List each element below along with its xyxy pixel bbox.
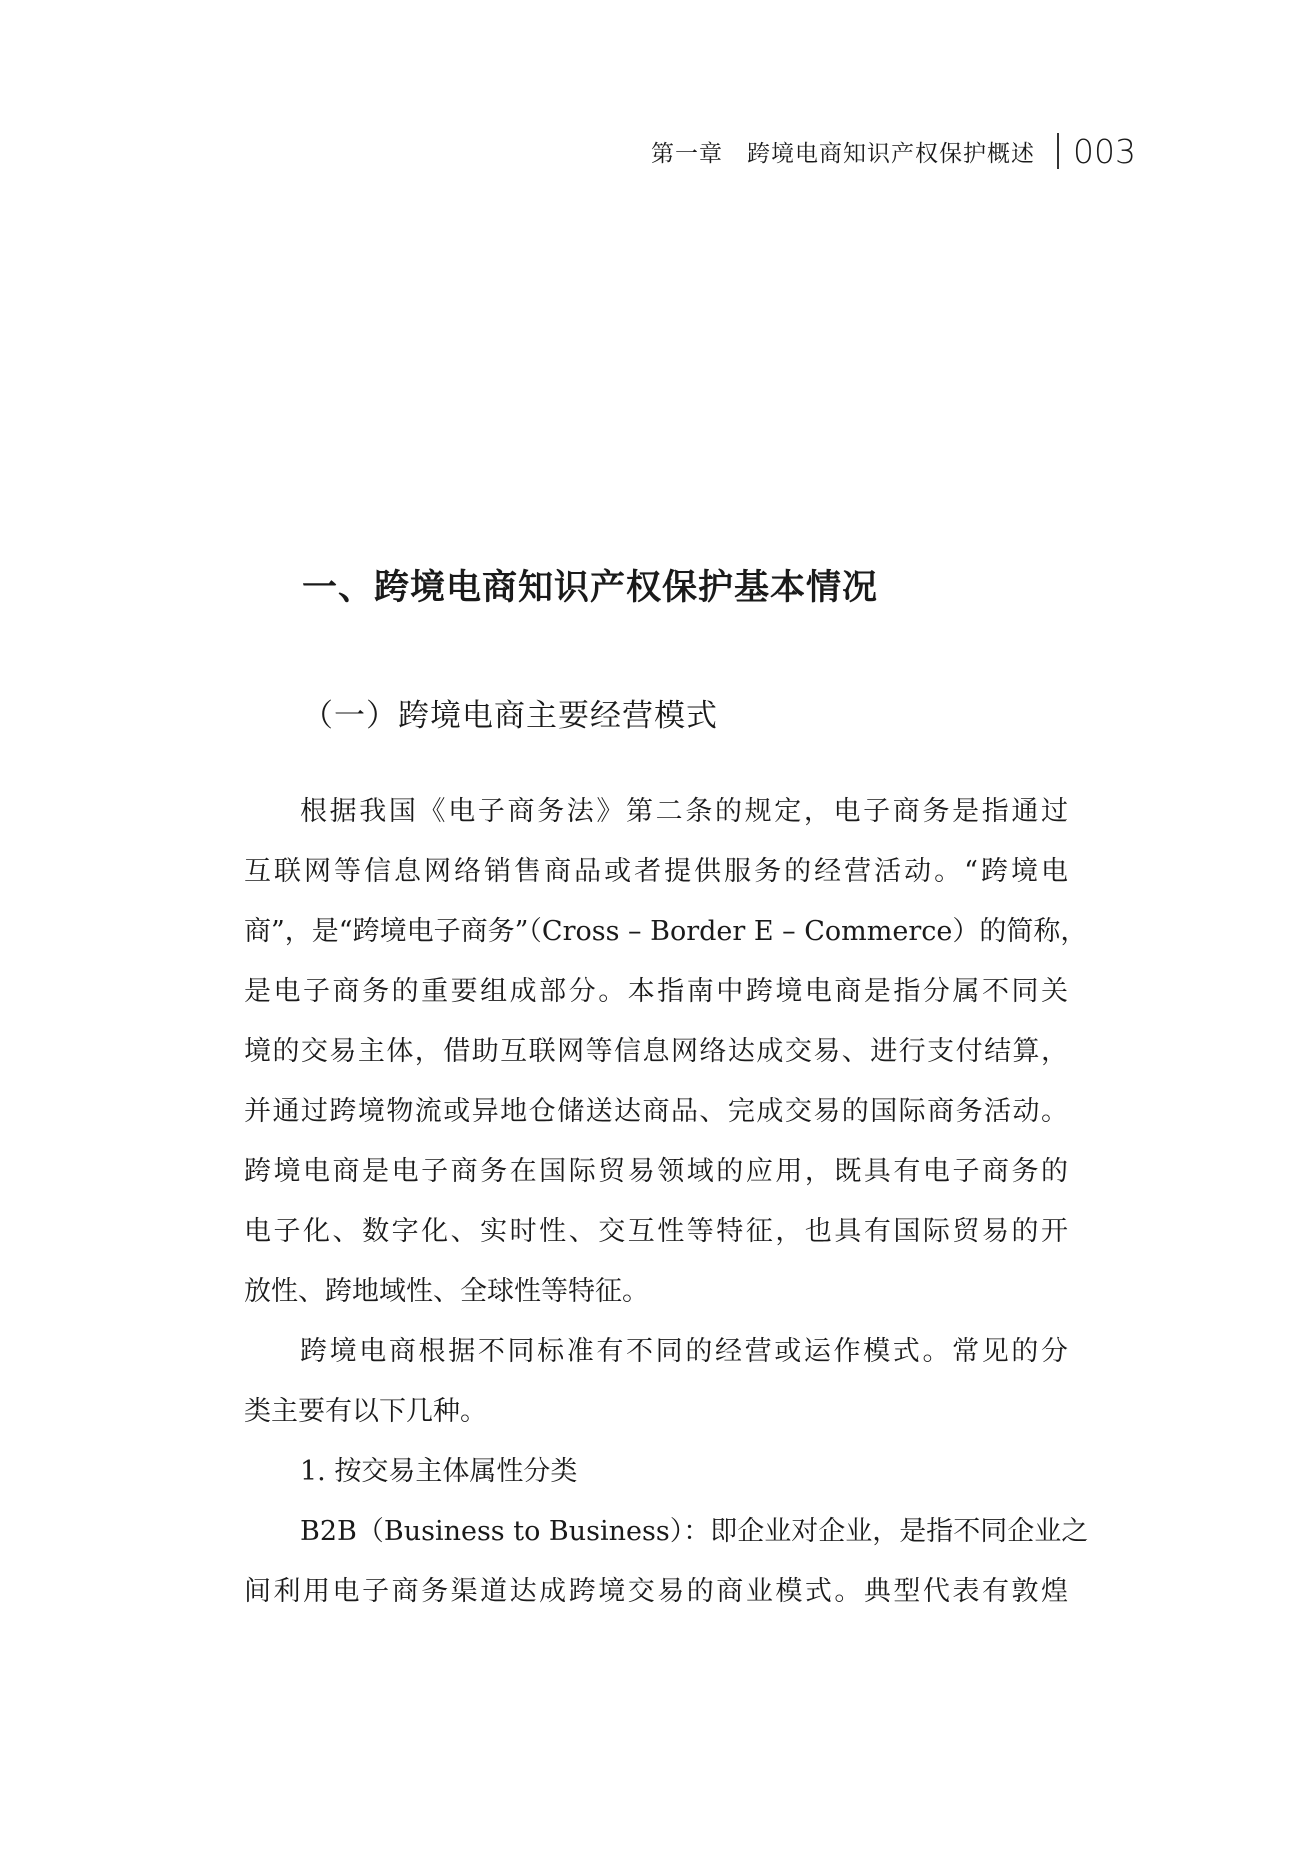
list-heading: 1. 按交易主体属性分类: [300, 1456, 578, 1487]
subsection-title: （一）跨境电商主要经营模式: [302, 698, 718, 734]
page-number: 003: [1073, 131, 1136, 171]
header-divider: [1057, 133, 1059, 169]
paragraph-line: 根据我国《电子商务法》第二条的规定，电子商务是指通过: [300, 796, 1068, 827]
paragraph-line: 跨境电商根据不同标准有不同的经营或运作模式。常见的分: [300, 1336, 1068, 1367]
paragraph-line: 境的交易主体，借助互联网等信息网络达成交易、进行支付结算，: [244, 1036, 1068, 1067]
paragraph-line: 并通过跨境物流或异地仓储送达商品、完成交易的国际商务活动。: [244, 1096, 1068, 1127]
paragraph-line: 互联网等信息网络销售商品或者提供服务的经营活动。“跨境电: [244, 856, 1068, 887]
paragraph-line: 间利用电子商务渠道达成跨境交易的商业模式。典型代表有敦煌: [244, 1576, 1068, 1607]
paragraph-line: B2B（Business to Business）：即企业对企业，是指不同企业之: [300, 1516, 1089, 1547]
paragraph-line: 是电子商务的重要组成部分。本指南中跨境电商是指分属不同关: [244, 976, 1068, 1007]
section-title: 一、跨境电商知识产权保护基本情况: [302, 568, 879, 608]
paragraph-line: 电子化、数字化、实时性、交互性等特征，也具有国际贸易的开: [244, 1216, 1068, 1247]
paragraph-line: 商”，是“跨境电子商务”（Cross – Border E – Commerce）的简称，: [244, 916, 1088, 947]
running-header: [651, 128, 1136, 174]
paragraph-line: 跨境电商是电子商务在国际贸易领域的应用，既具有电子商务的: [244, 1156, 1068, 1187]
chapter-title: 第一章 跨境电商知识产权保护概述: [651, 140, 1035, 167]
paragraph-line: 类主要有以下几种。: [244, 1396, 487, 1427]
paragraph-line: 放性、跨地域性、全球性等特征。: [244, 1276, 649, 1307]
body-text: [244, 782, 1089, 1622]
